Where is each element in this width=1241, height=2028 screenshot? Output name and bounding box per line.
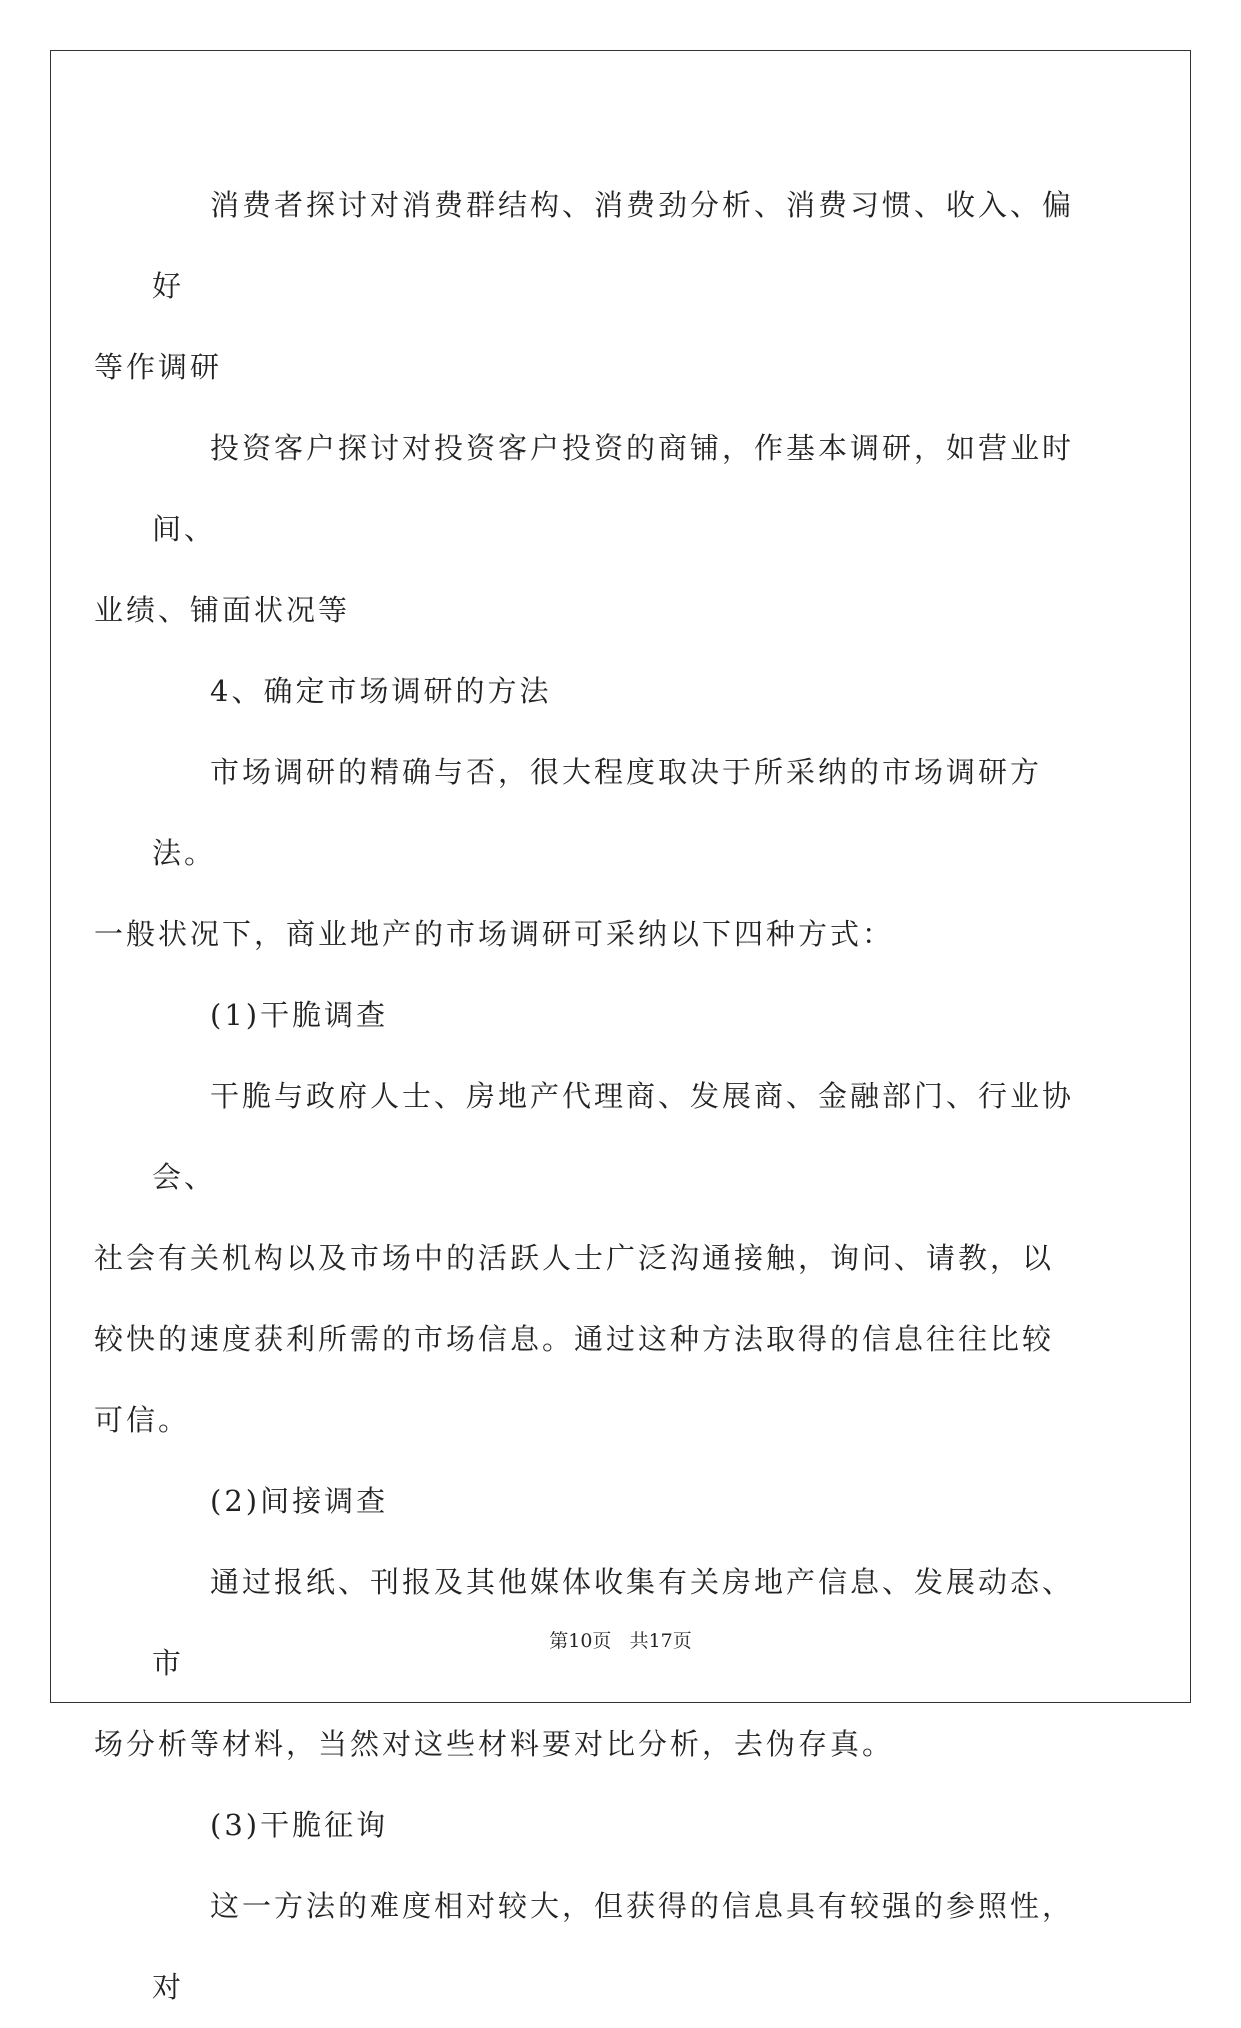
paragraph-direct-inquiry [152,1866,1092,2028]
paragraph-investor-research [94,408,1092,651]
paragraph-indirect-survey [94,1542,1092,1785]
text-line: 这一方法的难度相对较大，但获得的信息具有较强的参照性，对 [152,1889,1075,2004]
page-footer [0,1626,1241,1653]
text-line: 投资客户探讨对投资客户投资的商铺，作基本调研，如营业时间、 [152,431,1075,546]
page-number: 第10页 [549,1630,612,1652]
subheading-direct-inquiry [152,1785,1092,1866]
text-line: 业绩、铺面状况等 [94,593,351,627]
text-line: 消费者探讨对消费群结构、消费劲分析、消费习惯、收入、偏好 [152,188,1075,303]
text-line: 场分析等材料，当然对这些材料要对比分析，去伪存真。 [94,1727,895,1761]
text-line: 等作调研 [94,350,223,384]
subheading-direct-survey [152,975,1092,1056]
text-line: 可信。 [94,1403,191,1437]
text-line: (1)干脆调查 [210,998,389,1032]
paragraph-consumer-research [94,165,1092,408]
paragraph-methods-intro [94,732,1092,975]
text-line: (3)干脆征询 [210,1808,389,1842]
text-line: 干脆与政府人士、房地产代理商、发展商、金融部门、行业协会、 [152,1079,1075,1194]
text-line: 社会有关机构以及市场中的活跃人士广泛沟通接触，询问、请教，以 [94,1241,1055,1275]
text-line: 4、确定市场调研的方法 [210,674,552,708]
text-line: 一般状况下，商业地产的市场调研可采纳以下四种方式： [94,917,895,951]
text-line: 市场调研的精确与否，很大程度取决于所采纳的市场调研方法。 [152,755,1043,870]
section-heading-methods [152,651,1092,732]
total-pages: 共17页 [629,1630,692,1652]
text-line: (2)间接调查 [210,1484,389,1518]
text-line: 较快的速度获利所需的市场信息。通过这种方法取得的信息往往比较 [94,1322,1055,1356]
document-body [94,165,1092,2028]
subheading-indirect-survey [152,1461,1092,1542]
paragraph-direct-survey [94,1056,1092,1461]
text-line: 通过报纸、刊报及其他媒体收集有关房地产信息、发展动态、市 [152,1565,1075,1680]
